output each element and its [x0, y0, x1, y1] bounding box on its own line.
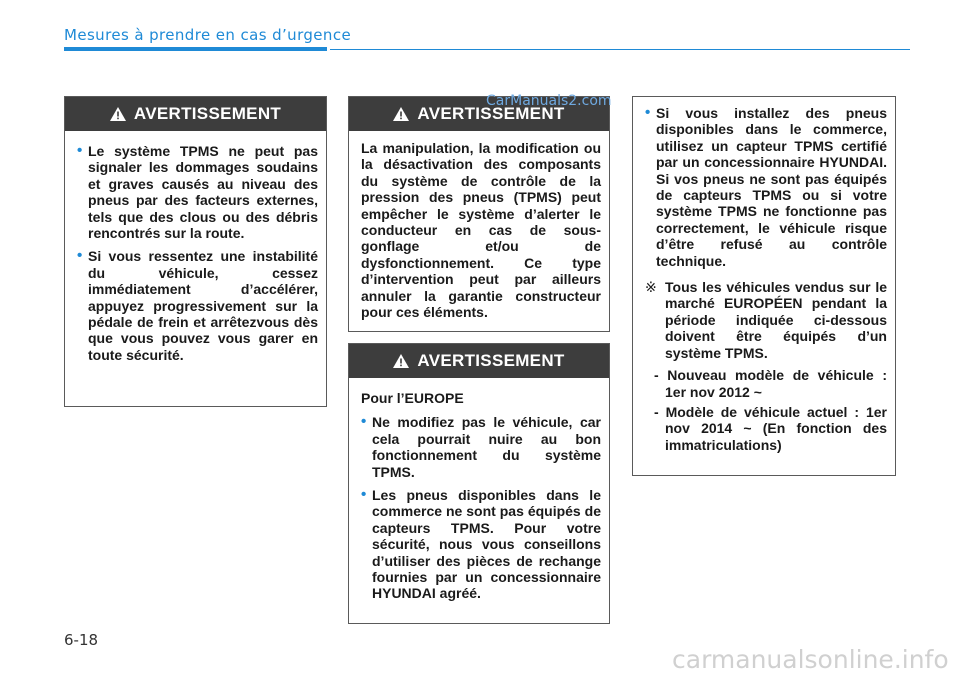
- warning-text: La manipulation, la modification ou la désactivation des composants du système de contrôle de la pression des pneus (TPMS) peut empêcher le système d’alerter le conducteur en cas de sous-gonflage et/ou de dysfonctionnement. Ce type d’intervention peut par ailleurs annuler la garantie constructeur pour ces éléments.: [361, 140, 601, 321]
- watermark: CarManuals2.com: [486, 93, 612, 109]
- warning-triangle-icon: [393, 107, 409, 121]
- warning-item: • Les pneus disponibles dans le commerce ne sont pas équipés de capteurs TPMS. Pour votre sécurité, nous vous conseillons d’utiliser des pièces de rechange fournies par un concessionnaire HYUNDAI agréé.: [361, 487, 601, 602]
- page-number: 6-18: [64, 631, 99, 649]
- warning-box-middle-bottom: [348, 343, 610, 624]
- warning-box-left: [64, 96, 327, 407]
- footer-watermark: carmanualsonline.info: [672, 645, 949, 674]
- warning-item: • Ne modifiez pas le véhicule, car cela pourrait nuire au bon fonctionnement du système TPMS.: [361, 414, 601, 480]
- warning-box-middle-top: [348, 96, 610, 332]
- warning-item: • Le système TPMS ne peut pas signaler les dommages soudains et graves causés au niveau des pneus par des facteurs externes, tels que des clous ou des débris rencontrés sur la route.: [77, 143, 318, 241]
- warning-box-right: [632, 96, 896, 476]
- date-item: - Modèle de véhicule actuel : 1er nov 2014 ~ (En fonction des immatriculations): [654, 403, 887, 453]
- warning-triangle-icon: [110, 107, 126, 121]
- date-item: - Nouveau modèle de véhicule : 1er nov 2012 ~: [654, 367, 887, 400]
- warning-box-title: AVERTISSEMENT: [133, 104, 282, 123]
- warning-box-title: AVERTISSEMENT: [417, 351, 565, 370]
- warning-triangle-icon: [393, 354, 409, 368]
- note-text: Tous les véhicules vendus sur le marché EUROPÉEN pendant la période indiquée ci-dessous doivent être équipés d’un système TPMS.: [665, 279, 887, 361]
- regulation-note: [645, 279, 887, 361]
- warning-intro: Pour l’EUROPE: [361, 390, 464, 406]
- warning-box-header: [65, 97, 326, 131]
- warning-item: • Si vous installez des pneus disponibles dans le commerce, utilisez un capteur TPMS certifié par un concessionnaire HYUNDAI. Si vos pneus ne sont pas équipés de capteurs TPMS ou si votre système TPMS ne fonctionne pas correctement, le véhicule risque d’être refusé au contrôle technique.: [645, 105, 887, 269]
- warning-box-header: [349, 344, 609, 378]
- header-rule: [330, 49, 910, 50]
- warning-box-title: AVERTISSEMENT: [417, 104, 565, 123]
- warning-item: • Si vous ressentez une instabilité du véhicule, cessez immédiatement d’accélérer, appuyez progressivement sur la pédale de frein et arrêtezvous dès que vous pouvez vous garer en toute sécurité.: [77, 248, 318, 363]
- section-title-underline: [64, 47, 327, 51]
- note-mark: ※: [645, 279, 657, 296]
- section-title: Mesures à prendre en cas d’urgence: [64, 26, 352, 44]
